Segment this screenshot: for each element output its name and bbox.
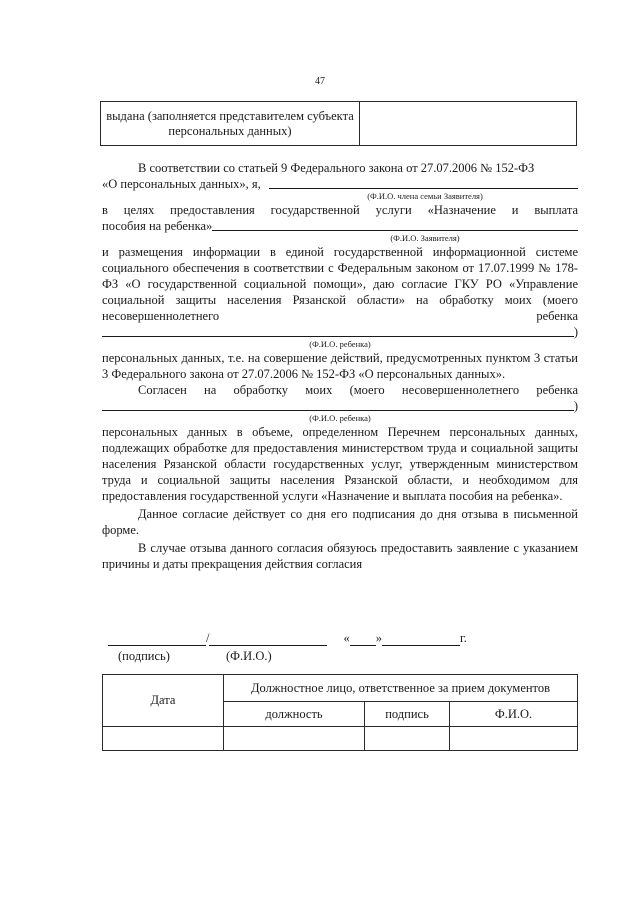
date-cell[interactable] xyxy=(103,727,224,751)
family-member-name-field[interactable] xyxy=(269,176,578,189)
p5-close: ) xyxy=(573,399,578,413)
child-name-field-1[interactable] xyxy=(102,324,574,337)
p1-text: «О персональных данных», я, xyxy=(102,177,261,191)
p7-text: Данное согласие действует со дня его подписания до дня отзыва в письменной форме. xyxy=(102,507,578,537)
p3-child-line xyxy=(102,324,578,340)
signature-field[interactable] xyxy=(108,633,206,646)
p8-text: В случае отзыва данного согласия обязуюсь предоставить заявление с указанием причины и даты прекращения действия согласия xyxy=(102,541,578,571)
family-member-caption: (Ф.И.О. члена семьи Заявителя) xyxy=(367,191,483,201)
p1-line1: В соответствии со статьей 9 Федерального закона от 27.07.2006 № 152-ФЗ xyxy=(138,161,535,175)
acceptance-table xyxy=(102,674,578,751)
p5-text: Согласен на обработку моих (моего несовершеннолетнего ребенка xyxy=(138,383,578,397)
date-quote-close: » xyxy=(375,631,382,645)
p2-line2 xyxy=(102,218,578,234)
official-header: Должностное лицо, ответственное за прием документов xyxy=(224,675,578,702)
child-name-field-2[interactable] xyxy=(102,398,574,411)
signature-header: подпись xyxy=(365,702,450,727)
p3-text: и размещения информации в единой государственной информационной системе социального обеспечения в соответствии с Федеральным законом от 17.07.1999 № 178-ФЗ «О государственной социальной помощи», даю согласие ГКУ РО «Управление социальной защиты населения Рязанской области» на обработку моих (моего несовершеннолетнего ребенка xyxy=(102,245,578,323)
signer-name-field[interactable] xyxy=(209,633,327,646)
issued-by-table xyxy=(100,101,577,146)
position-cell[interactable] xyxy=(224,727,365,751)
issued-by-value[interactable] xyxy=(360,102,577,146)
applicant-name-field[interactable] xyxy=(212,218,578,231)
p2-line1: в целях предоставления государственной услуги «Назначение и выплата xyxy=(102,203,578,217)
consent-body xyxy=(102,160,578,572)
date-header: Дата xyxy=(103,675,224,727)
date-quote-open: « xyxy=(343,631,350,645)
date-month-field[interactable] xyxy=(382,633,460,646)
signature-block xyxy=(108,630,578,665)
signature-cell[interactable] xyxy=(365,727,450,751)
p4-text: персональных данных, т.е. на совершение действий, предусмотренных пунктом 3 статьи 3 Федерального закона от 27.07.2006 № 152-ФЗ «О персональных данных». xyxy=(102,351,578,381)
applicant-caption: (Ф.И.О. Заявителя) xyxy=(390,233,460,243)
signature-label: (подпись) xyxy=(118,649,170,663)
p2-text: пособия на ребенка» xyxy=(102,219,213,233)
page-number: 47 xyxy=(315,76,325,87)
child-caption-2: (Ф.И.О. ребенка) xyxy=(309,413,371,423)
date-year-suffix: г. xyxy=(459,631,467,645)
signature-slash: / xyxy=(206,631,210,645)
name-cell[interactable] xyxy=(450,727,578,751)
p1-line2 xyxy=(102,176,578,192)
date-day-field[interactable] xyxy=(350,633,376,646)
name-header: Ф.И.О. xyxy=(450,702,578,727)
child-caption-1: (Ф.И.О. ребенка) xyxy=(309,339,371,349)
p5-child-line xyxy=(102,398,578,414)
position-header: должность xyxy=(224,702,365,727)
issued-by-label: выдана (заполняется представителем субъекта персональных данных) xyxy=(101,102,360,146)
p3-close: ) xyxy=(573,325,578,339)
p6-text: персональных данных в объеме, определенном Перечнем персональных данных, подлежащих обработке для предоставления министерством труда и социальной защиты населения Рязанской области государственных услуг, утвержденным министерством труда и социальной защиты населения Рязанской области, и необходимом для предоставления государственной услуги «Назначение и выплата пособия на ребенка». xyxy=(102,425,578,503)
name-label: (Ф.И.О.) xyxy=(226,649,272,663)
